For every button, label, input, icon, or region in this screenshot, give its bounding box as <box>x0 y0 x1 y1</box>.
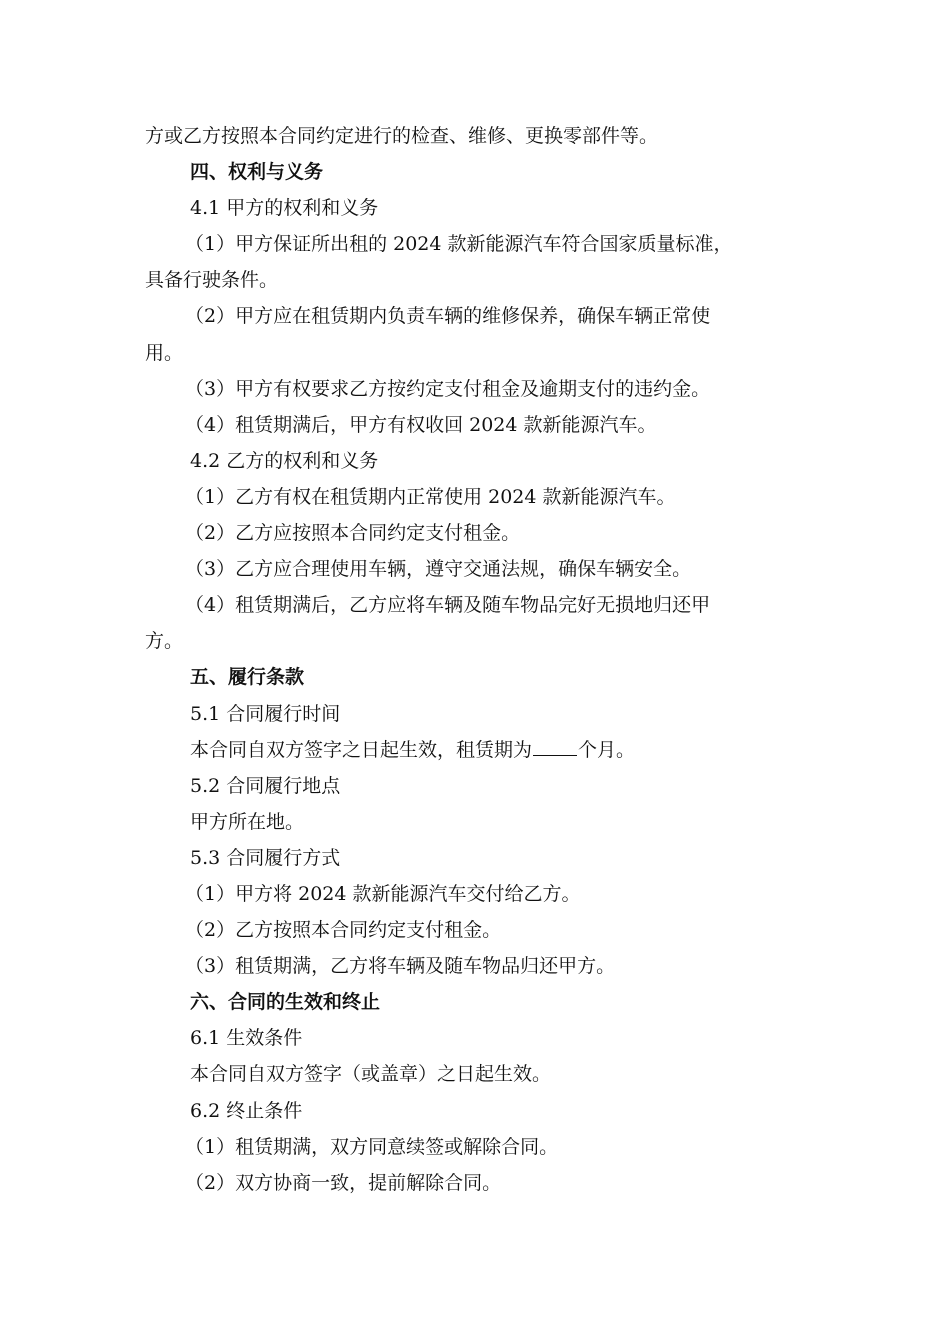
paragraph-line: 本合同自双方签字（或盖章）之日起生效。 <box>190 1063 552 1086</box>
paragraph-line: 方或乙方按照本合同约定进行的检查、维修、更换零部件等。 <box>145 125 659 147</box>
document-body <box>145 118 825 1201</box>
section-heading: 四、权利与义务 <box>190 161 324 184</box>
subsection-heading: 5.2 合同履行地点 <box>190 774 341 797</box>
list-item: （2）乙方按照本合同约定支付租金。 <box>185 919 502 942</box>
list-item: （3）甲方有权要求乙方按约定支付租金及逾期支付的违约金。 <box>185 377 711 400</box>
list-item: （3）乙方应合理使用车辆，遵守交通法规，确保车辆安全。 <box>185 558 692 581</box>
list-item: （1）租赁期满，双方同意续签或解除合同。 <box>185 1135 559 1158</box>
subsection-heading: 6.2 终止条件 <box>190 1099 303 1122</box>
list-item: （1）乙方有权在租赁期内正常使用 2024 款新能源汽车。 <box>185 485 676 508</box>
paragraph-line-with-blank <box>145 732 825 768</box>
list-item: （2）双方协商一致，提前解除合同。 <box>185 1171 502 1194</box>
list-item: （1）甲方将 2024 款新能源汽车交付给乙方。 <box>185 882 581 905</box>
list-item: （2）甲方应在租赁期内负责车辆的维修保养，确保车辆正常使 <box>185 305 711 328</box>
list-item: （2）乙方应按照本合同约定支付租金。 <box>185 522 521 545</box>
text-before-blank: 本合同自双方签字之日起生效，租赁期为 <box>190 738 533 761</box>
subsection-heading: 4.1 甲方的权利和义务 <box>190 197 379 220</box>
list-item: （4）租赁期满后，甲方有权收回 2024 款新能源汽车。 <box>185 413 657 436</box>
subsection-heading: 6.1 生效条件 <box>190 1027 303 1050</box>
subsection-heading: 5.3 合同履行方式 <box>190 846 341 869</box>
section-heading: 六、合同的生效和终止 <box>190 991 381 1014</box>
section-heading: 五、履行条款 <box>190 666 305 689</box>
list-item: （4）租赁期满后，乙方应将车辆及随车物品完好无损地归还甲 <box>185 594 711 617</box>
fill-in-blank <box>533 733 577 756</box>
list-item: （3）租赁期满，乙方将车辆及随车物品归还甲方。 <box>185 955 616 978</box>
paragraph-line: 用。 <box>145 341 184 364</box>
paragraph-line: 甲方所在地。 <box>190 810 305 833</box>
subsection-heading: 4.2 乙方的权利和义务 <box>190 449 379 472</box>
text-after-blank: 个月。 <box>578 738 636 761</box>
list-item: （1）甲方保证所出租的 2024 款新能源汽车符合国家质量标准， <box>185 233 733 256</box>
paragraph-line: 方。 <box>145 630 184 653</box>
paragraph-line: 具备行驶条件。 <box>145 269 279 292</box>
subsection-heading: 5.1 合同履行时间 <box>190 702 341 725</box>
